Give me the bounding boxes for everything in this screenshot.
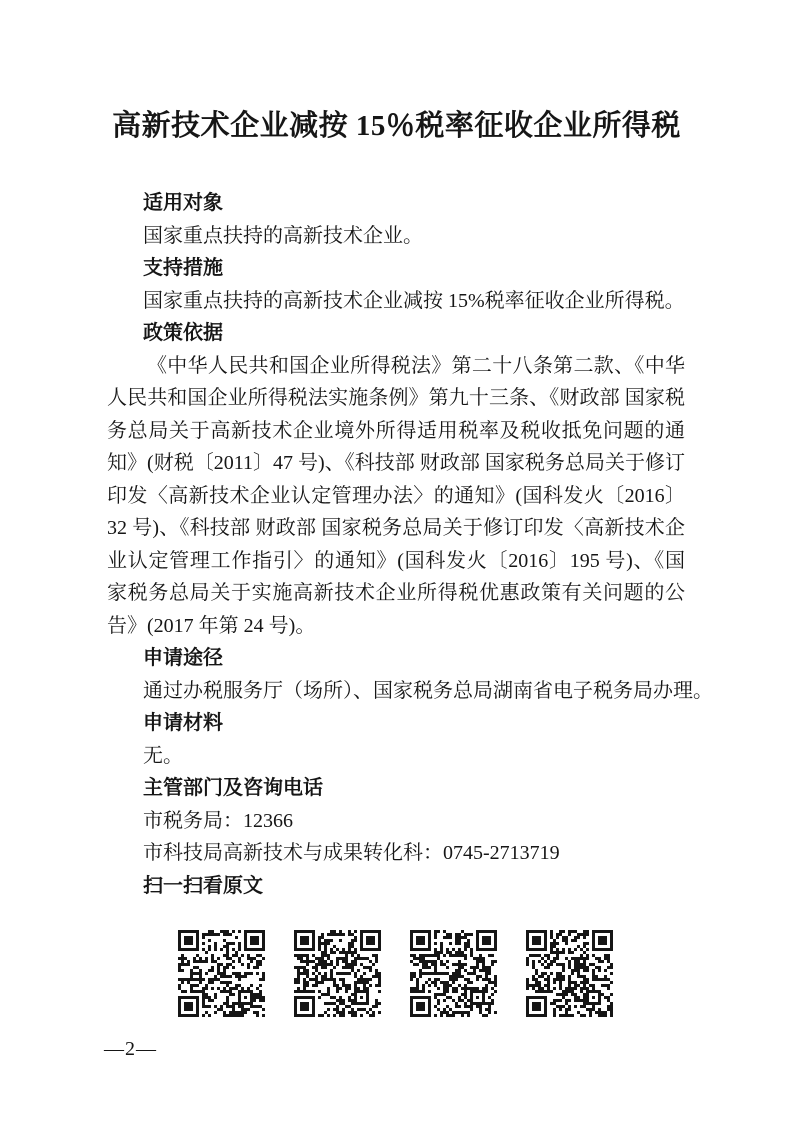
document-body (107, 187, 713, 1017)
heading-scan-original: 扫一扫看原文 (143, 874, 263, 897)
application-channel-text: 通过办税服务厅（场所）、国家税务总局湖南省电子税务局办理。 (143, 679, 713, 702)
heading-department-phone: 主管部门及咨询电话 (143, 777, 323, 799)
qr-code-3 (410, 930, 497, 1017)
qr-code-row (107, 930, 685, 1017)
heading-applicable-target: 适用对象 (143, 192, 223, 214)
heading-policy-basis: 政策依据 (143, 322, 223, 344)
page-number: —2— (104, 1038, 157, 1060)
qr-code-4 (526, 930, 613, 1017)
qr-code-2 (294, 930, 381, 1017)
tax-bureau-phone-text: 市税务局：12366 (143, 809, 293, 832)
application-materials-text: 无。 (143, 744, 183, 767)
heading-support-measure: 支持措施 (143, 257, 223, 279)
heading-application-channel: 申请途径 (143, 647, 223, 669)
page-title: 高新技术企业减按 15％税率征收企业所得税 (112, 110, 681, 142)
policy-basis-paragraph: 《中华人民共和国企业所得税法》第二十八条第二款、《中华人民共和国企业所得税法实施条例》第九十三条、《财政部 国家税务总局关于高新技术企业境外所得适用税率及税收抵免问题的通知》(财税〔2011〕47 号)、《科技部 财政部 国家税务总局关于修订印发〈高新技术企业认定管理办法〉的通知》(国科发火〔2016〕32 号)、《科技部 财政部 国家税务总局关于修订印发〈高新技术企业认定管理工作指引〉的通知》(国科发火〔2016〕195 号)、《国家税务总局关于实施高新技术企业所得税优惠政策有关问题的公告》(2017 年第 24 号)。 (107, 354, 685, 637)
heading-application-materials: 申请材料 (143, 712, 223, 734)
science-bureau-phone-text: 市科技局高新技术与成果转化科：0745-2713719 (143, 842, 560, 864)
support-measure-text: 国家重点扶持的高新技术企业减按 15%税率征收企业所得税。 (143, 289, 685, 312)
applicable-target-text: 国家重点扶持的高新技术企业。 (143, 224, 423, 247)
qr-code-1 (178, 930, 265, 1017)
